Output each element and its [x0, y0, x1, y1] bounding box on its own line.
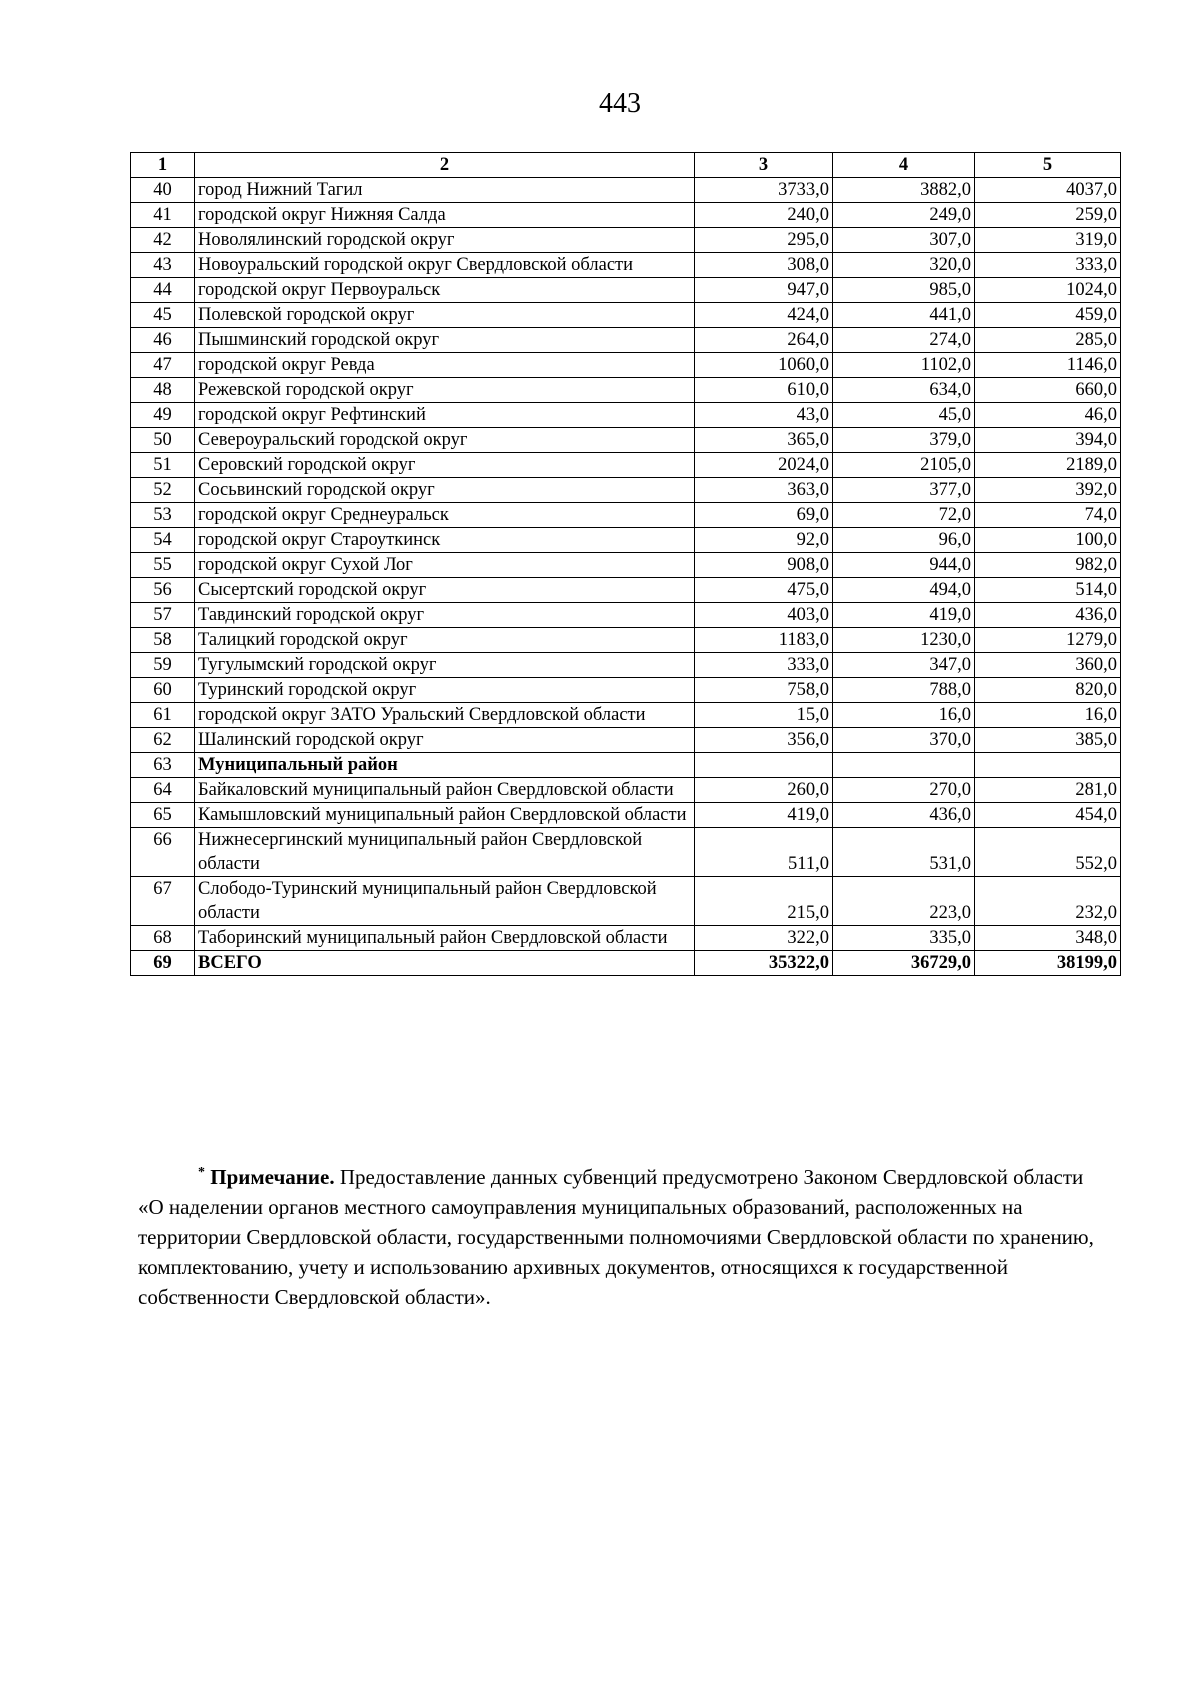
municipality-name: городской округ Староуткинск	[195, 528, 695, 553]
value-col-3: 295,0	[695, 228, 833, 253]
value-col-4: 3882,0	[833, 178, 975, 203]
value-col-5: 4037,0	[975, 178, 1121, 203]
value-col-3: 356,0	[695, 728, 833, 753]
value-col-5: 285,0	[975, 328, 1121, 353]
row-number: 68	[131, 926, 195, 951]
value-col-3: 1183,0	[695, 628, 833, 653]
value-col-5: 74,0	[975, 503, 1121, 528]
table-row	[131, 553, 1121, 578]
row-number: 55	[131, 553, 195, 578]
row-number: 51	[131, 453, 195, 478]
value-col-5: 2189,0	[975, 453, 1121, 478]
row-number: 61	[131, 703, 195, 728]
row-number: 47	[131, 353, 195, 378]
table-row	[131, 403, 1121, 428]
value-col-5: 552,0	[975, 828, 1121, 877]
row-number: 60	[131, 678, 195, 703]
table-row	[131, 278, 1121, 303]
row-number: 49	[131, 403, 195, 428]
value-col-3: 403,0	[695, 603, 833, 628]
value-col-3: 215,0	[695, 877, 833, 926]
row-number: 44	[131, 278, 195, 303]
row-number: 54	[131, 528, 195, 553]
value-col-4: 223,0	[833, 877, 975, 926]
table-row	[131, 503, 1121, 528]
row-number: 56	[131, 578, 195, 603]
municipality-name: Камышловский муниципальный район Свердловской области	[195, 803, 695, 828]
value-col-3: 419,0	[695, 803, 833, 828]
value-col-4: 1230,0	[833, 628, 975, 653]
row-number: 64	[131, 778, 195, 803]
value-col-3: 35322,0	[695, 951, 833, 976]
row-number: 45	[131, 303, 195, 328]
row-number: 50	[131, 428, 195, 453]
value-col-4: 307,0	[833, 228, 975, 253]
value-col-4: 494,0	[833, 578, 975, 603]
value-col-5: 348,0	[975, 926, 1121, 951]
municipality-name: Туринский городской округ	[195, 678, 695, 703]
value-col-4: 274,0	[833, 328, 975, 353]
row-number: 62	[131, 728, 195, 753]
value-col-4: 436,0	[833, 803, 975, 828]
table-row	[131, 728, 1121, 753]
footnote-label: Примечание.	[210, 1165, 335, 1189]
municipality-name: городской округ ЗАТО Уральский Свердловской области	[195, 703, 695, 728]
footnote-paragraph	[138, 1158, 1098, 1312]
table-row	[131, 603, 1121, 628]
value-col-5: 1279,0	[975, 628, 1121, 653]
row-number: 46	[131, 328, 195, 353]
municipality-name: Муниципальный район	[195, 753, 695, 778]
value-col-5: 281,0	[975, 778, 1121, 803]
row-number: 43	[131, 253, 195, 278]
value-col-4: 985,0	[833, 278, 975, 303]
value-col-4: 16,0	[833, 703, 975, 728]
value-col-3: 475,0	[695, 578, 833, 603]
municipality-name: Слободо-Туринский муниципальный район Свердловской области	[195, 877, 695, 926]
municipality-name: Серовский городской округ	[195, 453, 695, 478]
value-col-3: 758,0	[695, 678, 833, 703]
table-row	[131, 926, 1121, 951]
value-col-5: 319,0	[975, 228, 1121, 253]
municipality-name: Сысертский городской округ	[195, 578, 695, 603]
value-col-3: 908,0	[695, 553, 833, 578]
municipality-name: Талицкий городской округ	[195, 628, 695, 653]
subvention-table	[130, 152, 1121, 976]
value-col-4: 270,0	[833, 778, 975, 803]
value-col-5: 1024,0	[975, 278, 1121, 303]
value-col-4: 249,0	[833, 203, 975, 228]
footnote	[138, 1158, 1098, 1312]
value-col-5: 16,0	[975, 703, 1121, 728]
table-row	[131, 753, 1121, 778]
municipality-name: Режевской городской округ	[195, 378, 695, 403]
municipality-name: ВСЕГО	[195, 951, 695, 976]
municipality-name: Байкаловский муниципальный район Свердловской области	[195, 778, 695, 803]
value-col-3: 610,0	[695, 378, 833, 403]
value-col-5: 514,0	[975, 578, 1121, 603]
page-number: 443	[599, 88, 641, 119]
table-row	[131, 228, 1121, 253]
footnote-asterisk: *	[198, 1165, 205, 1180]
value-col-5: 436,0	[975, 603, 1121, 628]
value-col-3: 947,0	[695, 278, 833, 303]
value-col-4: 347,0	[833, 653, 975, 678]
municipality-name: городской округ Нижняя Салда	[195, 203, 695, 228]
table-row	[131, 303, 1121, 328]
row-number: 42	[131, 228, 195, 253]
value-col-5: 660,0	[975, 378, 1121, 403]
table-body	[131, 178, 1121, 976]
value-col-4: 2105,0	[833, 453, 975, 478]
row-number: 67	[131, 877, 195, 926]
value-col-4: 634,0	[833, 378, 975, 403]
row-number: 69	[131, 951, 195, 976]
value-col-4: 1102,0	[833, 353, 975, 378]
municipality-name: городской округ Рефтинский	[195, 403, 695, 428]
table-row	[131, 428, 1121, 453]
value-col-3: 240,0	[695, 203, 833, 228]
value-col-3: 43,0	[695, 403, 833, 428]
value-col-3: 511,0	[695, 828, 833, 877]
table-row	[131, 778, 1121, 803]
header-col-4: 4	[833, 153, 975, 178]
header-col-3: 3	[695, 153, 833, 178]
table-row	[131, 453, 1121, 478]
municipality-name: Таборинский муниципальный район Свердловской области	[195, 926, 695, 951]
value-col-4: 419,0	[833, 603, 975, 628]
value-col-5: 38199,0	[975, 951, 1121, 976]
row-number: 63	[131, 753, 195, 778]
table-row	[131, 628, 1121, 653]
value-col-3: 3733,0	[695, 178, 833, 203]
row-number: 58	[131, 628, 195, 653]
value-col-3: 260,0	[695, 778, 833, 803]
value-col-3	[695, 753, 833, 778]
table-row	[131, 678, 1121, 703]
row-number: 65	[131, 803, 195, 828]
municipality-name: городской округ Сухой Лог	[195, 553, 695, 578]
value-col-3: 2024,0	[695, 453, 833, 478]
value-col-4: 335,0	[833, 926, 975, 951]
table-row	[131, 353, 1121, 378]
value-col-4: 788,0	[833, 678, 975, 703]
value-col-5: 259,0	[975, 203, 1121, 228]
value-col-4: 96,0	[833, 528, 975, 553]
value-col-5: 1146,0	[975, 353, 1121, 378]
value-col-4: 45,0	[833, 403, 975, 428]
value-col-4: 531,0	[833, 828, 975, 877]
municipality-name: Шалинский городской округ	[195, 728, 695, 753]
row-number: 48	[131, 378, 195, 403]
value-col-5: 333,0	[975, 253, 1121, 278]
municipality-name: городской округ Первоуральск	[195, 278, 695, 303]
municipality-name: городской округ Среднеуральск	[195, 503, 695, 528]
row-number: 52	[131, 478, 195, 503]
table-row	[131, 653, 1121, 678]
value-col-5: 459,0	[975, 303, 1121, 328]
table-row	[131, 877, 1121, 926]
value-col-5: 46,0	[975, 403, 1121, 428]
value-col-3: 424,0	[695, 303, 833, 328]
value-col-5: 454,0	[975, 803, 1121, 828]
table-row	[131, 328, 1121, 353]
value-col-5: 232,0	[975, 877, 1121, 926]
municipality-name: Тавдинский городской округ	[195, 603, 695, 628]
value-col-4: 944,0	[833, 553, 975, 578]
value-col-4: 36729,0	[833, 951, 975, 976]
value-col-5: 982,0	[975, 553, 1121, 578]
table-row	[131, 528, 1121, 553]
municipality-name: городской округ Ревда	[195, 353, 695, 378]
value-col-4: 441,0	[833, 303, 975, 328]
value-col-4: 320,0	[833, 253, 975, 278]
value-col-3: 365,0	[695, 428, 833, 453]
table-row	[131, 703, 1121, 728]
row-number: 66	[131, 828, 195, 877]
value-col-3: 15,0	[695, 703, 833, 728]
table-total-row	[131, 951, 1121, 976]
value-col-5: 820,0	[975, 678, 1121, 703]
row-number: 41	[131, 203, 195, 228]
municipality-name: город Нижний Тагил	[195, 178, 695, 203]
header-col-5: 5	[975, 153, 1121, 178]
value-col-4: 72,0	[833, 503, 975, 528]
value-col-4: 370,0	[833, 728, 975, 753]
value-col-3: 92,0	[695, 528, 833, 553]
municipality-name: Сосьвинский городской округ	[195, 478, 695, 503]
value-col-3: 308,0	[695, 253, 833, 278]
value-col-5: 100,0	[975, 528, 1121, 553]
value-col-3: 322,0	[695, 926, 833, 951]
table-row	[131, 178, 1121, 203]
value-col-3: 69,0	[695, 503, 833, 528]
row-number: 59	[131, 653, 195, 678]
value-col-3: 264,0	[695, 328, 833, 353]
table-row	[131, 378, 1121, 403]
footnote-text: Предоставление данных субвенций предусмотрено Законом Свердловской области «О наделении органов местного самоуправления муниципальных образований, расположенных на территории Свердловской области, государственными полномочиями Свердловской области по хранению, комплектованию, учету и использованию архивных документов, относящихся к государственной собственности Свердловской области».	[138, 1165, 1094, 1309]
value-col-4	[833, 753, 975, 778]
value-col-5: 394,0	[975, 428, 1121, 453]
value-col-5	[975, 753, 1121, 778]
value-col-4: 379,0	[833, 428, 975, 453]
value-col-5: 392,0	[975, 478, 1121, 503]
value-col-3: 333,0	[695, 653, 833, 678]
table-row	[131, 803, 1121, 828]
table-row	[131, 203, 1121, 228]
table-row	[131, 253, 1121, 278]
table-row	[131, 828, 1121, 877]
table-header-row	[131, 153, 1121, 178]
header-col-2: 2	[195, 153, 695, 178]
value-col-5: 385,0	[975, 728, 1121, 753]
municipality-name: Североуральский городской округ	[195, 428, 695, 453]
value-col-4: 377,0	[833, 478, 975, 503]
row-number: 57	[131, 603, 195, 628]
municipality-name: Новоуральский городской округ Свердловской области	[195, 253, 695, 278]
municipality-name: Нижнесергинский муниципальный район Свердловской области	[195, 828, 695, 877]
row-number: 40	[131, 178, 195, 203]
header-col-1: 1	[131, 153, 195, 178]
table-row	[131, 478, 1121, 503]
value-col-3: 363,0	[695, 478, 833, 503]
municipality-name: Пышминский городской округ	[195, 328, 695, 353]
municipality-name: Полевской городской округ	[195, 303, 695, 328]
value-col-3: 1060,0	[695, 353, 833, 378]
table-row	[131, 578, 1121, 603]
municipality-name: Тугулымский городской округ	[195, 653, 695, 678]
row-number: 53	[131, 503, 195, 528]
value-col-5: 360,0	[975, 653, 1121, 678]
municipality-name: Новолялинский городской округ	[195, 228, 695, 253]
